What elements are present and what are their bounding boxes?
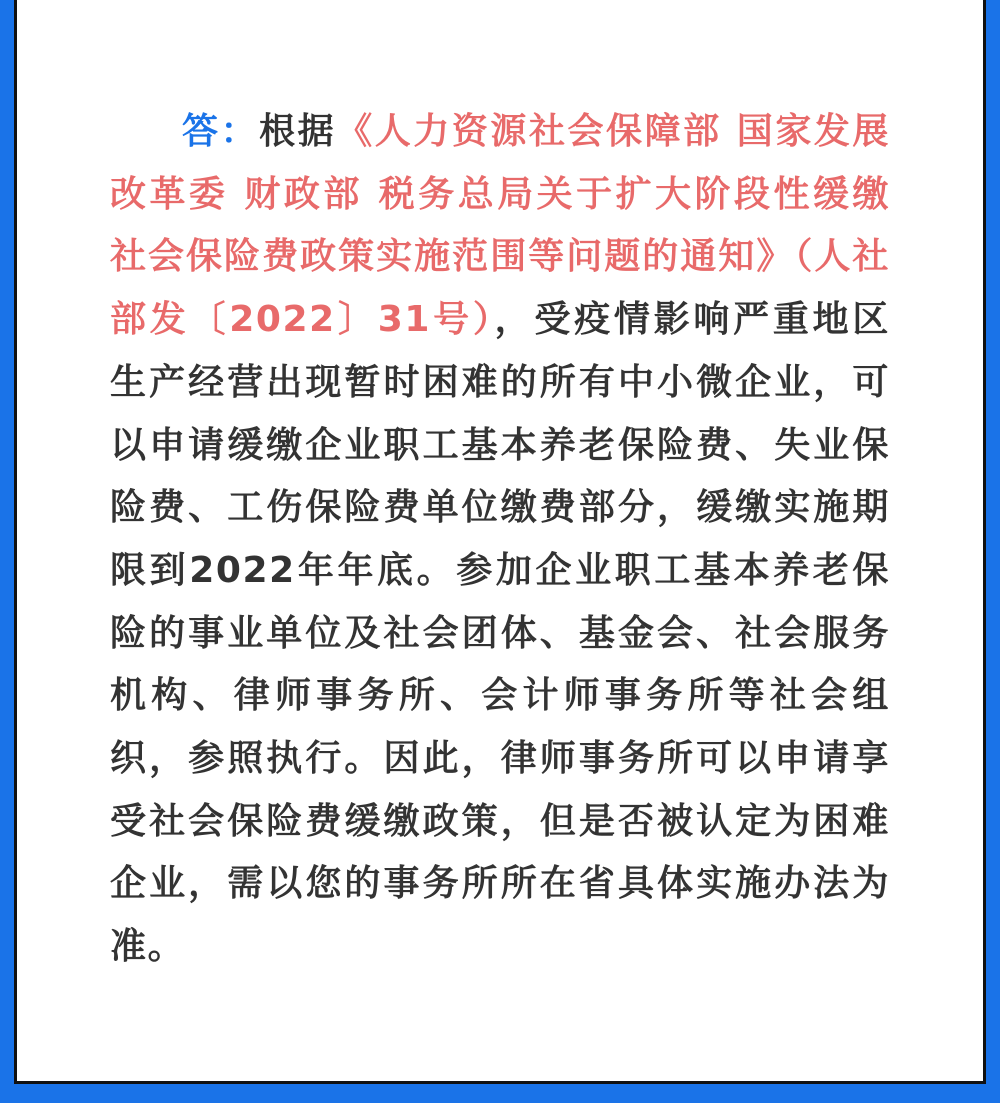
answer-body: ，受疫情影响严重地区生产经营出现暂时困难的所有中小微企业，可以申请缓缴企业职工基本养老保险费、失业保险费、工伤保险费单位缴费部分，缓缴实施期限到2022年年底。参加企业职工基本养老保险的事业单位及社会团体、基金会、社会服务机构、律师事务所、会计师事务所等社会组织，参照执行。因此，律师事务所可以申请享受社会保险费缓缴政策，但是否被认定为困难企业，需以您的事务所所在省具体实施办法为准。: [110, 299, 890, 968]
policy-reference-title: 《人力资源社会保障部 国家发展改革委 财政部 税务总局关于扩大阶段性缓缴社会保险费政策实施范围等问题的通知》: [110, 111, 891, 278]
answer-paragraph: [110, 101, 890, 979]
policy-reference-number: （人社部发〔2022〕31号）: [110, 236, 890, 341]
answer-label: 答：: [182, 111, 260, 152]
answer-intro: 根据: [259, 111, 337, 152]
